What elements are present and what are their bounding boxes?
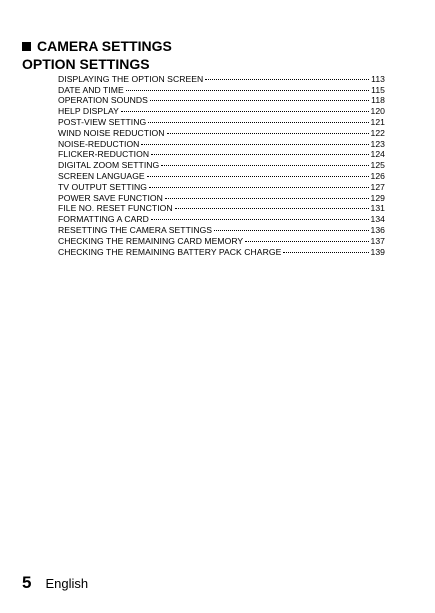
footer-language: English (45, 576, 89, 591)
toc-dot-leader (165, 190, 369, 201)
toc-dot-leader (149, 179, 368, 190)
toc-dot-leader (161, 157, 368, 168)
toc-entry-title: NOISE-REDUCTION (58, 138, 140, 149)
toc-entry-title: SCREEN LANGUAGE (58, 170, 145, 181)
square-bullet-icon (22, 42, 31, 51)
toc-entry-page: 134 (370, 214, 385, 225)
toc-entry-page: 124 (370, 149, 385, 160)
toc-entry-title: FORMATTING A CARD (58, 214, 149, 225)
toc-dot-leader (141, 136, 368, 147)
toc-entry-page: 122 (370, 127, 385, 138)
toc-entry-title: TV OUTPUT SETTING (58, 181, 148, 192)
heading-block (22, 38, 412, 72)
toc-entry-page: 131 (370, 203, 385, 214)
toc-dot-leader (121, 103, 369, 114)
section-title-text: CAMERA SETTINGS (37, 38, 172, 54)
table-of-contents (58, 71, 385, 255)
toc-dot-leader (148, 114, 368, 125)
toc-entry-page: 139 (370, 246, 385, 257)
subsection-title: OPTION SETTINGS (22, 56, 150, 72)
toc-entry-title: HELP DISPLAY (58, 106, 119, 117)
toc-entry-title: DIGITAL ZOOM SETTING (58, 160, 160, 171)
toc-entry-page: 113 (371, 73, 385, 84)
toc-entry-title: CHECKING THE REMAINING BATTERY PACK CHARGE (58, 246, 282, 257)
toc-entry-page: 115 (371, 84, 385, 95)
toc-entry[interactable] (58, 71, 385, 82)
toc-entry-title: CHECKING THE REMAINING CARD MEMORY (58, 235, 244, 246)
toc-entry-title: FLICKER-REDUCTION (58, 149, 150, 160)
toc-dot-leader (214, 222, 368, 233)
toc-entry-page: 120 (370, 106, 385, 117)
toc-dot-leader (245, 233, 368, 244)
toc-entry-page: 137 (370, 235, 385, 246)
toc-entry-page: 121 (370, 116, 385, 127)
toc-dot-leader (175, 201, 369, 212)
page-number: 5 (22, 573, 32, 592)
toc-entry-page: 136 (370, 224, 385, 235)
toc-entry-page: 129 (370, 192, 385, 203)
toc-dot-leader (147, 168, 369, 179)
toc-entry-page: 118 (371, 95, 385, 106)
toc-entry-title: RESETTING THE CAMERA SETTINGS (58, 224, 213, 235)
toc-entry-title: POWER SAVE FUNCTION (58, 192, 163, 203)
toc-entry-page: 127 (370, 181, 385, 192)
toc-dot-leader (167, 125, 369, 136)
section-title (22, 38, 412, 54)
toc-dot-leader (283, 244, 368, 255)
toc-entry-title: DISPLAYING THE OPTION SCREEN (58, 73, 204, 84)
toc-entry-title: WIND NOISE REDUCTION (58, 127, 165, 138)
toc-entry-title: POST-VIEW SETTING (58, 116, 147, 127)
toc-dot-leader (205, 71, 369, 82)
toc-dot-leader (151, 147, 368, 158)
page-footer (22, 573, 88, 594)
toc-dot-leader (150, 93, 369, 104)
toc-dot-leader (151, 211, 369, 222)
toc-entry-title: DATE AND TIME (58, 84, 124, 95)
toc-dot-leader (126, 82, 369, 93)
toc-entry-title: FILE NO. RESET FUNCTION (58, 203, 173, 214)
toc-entry-page: 126 (370, 170, 385, 181)
toc-entry-page: 123 (370, 138, 385, 149)
toc-entry-page: 125 (370, 160, 385, 171)
toc-entry-title: OPERATION SOUNDS (58, 95, 148, 106)
